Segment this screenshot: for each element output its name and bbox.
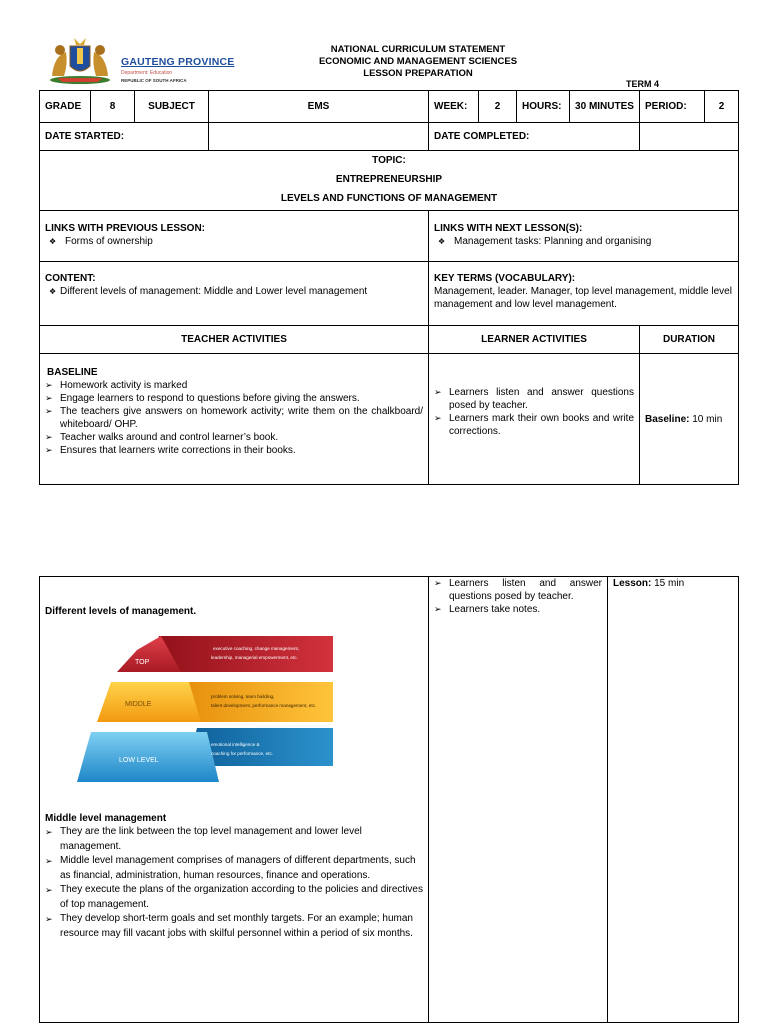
pyramid-middle-label: MIDDLE [125,701,152,708]
list-item: ➢ They are the link between the top level management and lower level management. [45,825,423,854]
baseline-teacher-list [45,379,423,457]
topic-cell [40,151,739,211]
key-terms-text: Management, leader. Manager, top level management, middle level management and low level management. [434,286,732,310]
logo-province: GAUTENG PROVINCE [121,56,235,68]
content-cell [40,262,429,326]
week-label: WEEK: [429,91,479,123]
baseline-duration-value: 10 min [689,413,723,425]
pyramid-low-desc-2: coaching for performance, etc. [211,751,274,756]
links-next-cell [429,211,739,262]
list-item: ➢ Learners mark their own books and write corrections. [434,412,634,438]
list-item: ❖ Forms of ownership [45,235,423,248]
activities-header-row [40,326,739,354]
links-previous-label: LINKS WITH PREVIOUS LESSON: [45,223,206,234]
pyramid-middle-desc-2: talent development, performance management, etc. [211,703,317,708]
middle-level-list [45,825,423,941]
lesson-learner-cell [429,577,608,1023]
date-completed-label: DATE COMPLETED: [429,123,640,151]
content-label: CONTENT: [45,273,96,284]
key-terms-cell [429,262,739,326]
date-completed-value [640,123,739,151]
baseline-learner-list [434,386,634,438]
lesson-table-2 [39,576,739,1023]
list-item: ❖ Management tasks: Planning and organising [434,235,733,248]
links-row [40,211,739,262]
list-item: ➢ The teachers give answers on homework activity; write them on the chalkboard/ whiteboard/ OHP. [45,405,423,431]
list-item: ➢ Teacher walks around and control learner’s book. [45,431,423,444]
topic-label: TOPIC: [372,155,406,166]
gauteng-logo [44,36,244,88]
term-label: TERM 4 [626,79,660,89]
subject-label: SUBJECT [135,91,209,123]
list-item: ➢ They develop short-term goals and set monthly targets. For an example; human resource may fill vacant jobs with skilful personnel within a period of six months. [45,912,423,941]
links-previous-list [45,235,423,248]
list-item: ➢ Ensures that learners write corrections in their books. [45,444,423,457]
management-pyramid-diagram [77,632,337,794]
grade-value: 8 [91,91,135,123]
week-value: 2 [479,91,517,123]
lesson-learner-list [434,577,602,616]
date-started-value [209,123,429,151]
logo-department: Department: Education [121,70,173,76]
pyramid-top-desc-2: leadership, managerial empowerment, etc. [211,655,298,660]
list-item: ➢ Engage learners to respond to questions before giving the answers. [45,392,423,405]
teacher-activities-header: TEACHER ACTIVITIES [40,326,429,354]
pyramid-top-label: TOP [135,659,150,666]
dates-row [40,123,739,151]
coat-of-arms-icon [44,36,116,86]
lesson-duration-value: 15 min [651,578,685,589]
heading-line-1: NATIONAL CURRICULUM STATEMENT [330,44,506,55]
lesson-row [40,577,739,1023]
pyramid-low-desc-1: emotional intelligence & [211,742,260,747]
lesson-teacher-cell [40,577,429,1023]
hours-value: 30 MINUTES [570,91,640,123]
content-row [40,262,739,326]
list-item: ➢ Learners listen and answer questions posed by teacher. [434,577,602,603]
list-item: ➢ Middle level management comprises of managers of different departments, such as financial, administration, human resources, finance and operations. [45,854,423,883]
period-value: 2 [705,91,739,123]
subject-value: EMS [209,91,429,123]
list-item: ❖ Different levels of management: Middle and Lower level management [45,285,423,298]
logo-republic: REPUBLIC OF SOUTH AFRICA [121,78,187,83]
links-previous-cell [40,211,429,262]
heading-line-2: ECONOMIC AND MANAGEMENT SCIENCES [318,56,518,67]
lesson-heading: Different levels of management. [45,606,197,617]
baseline-row [40,354,739,485]
lesson-table-1 [39,90,739,485]
hours-label: HOURS: [517,91,570,123]
pyramid-low-label: LOW LEVEL [119,757,159,764]
duration-header: DURATION [640,326,739,354]
baseline-label: BASELINE [47,367,98,378]
info-row [40,91,739,123]
baseline-learner-cell [429,354,640,485]
document-heading [268,44,568,80]
links-next-label: LINKS WITH NEXT LESSON(S): [434,223,583,234]
grade-label: GRADE [40,91,91,123]
list-item: ➢ Learners take notes. [434,603,602,616]
content-list [45,285,423,298]
baseline-duration-cell [640,354,739,485]
list-item: ➢ Learners listen and answer questions posed by teacher. [434,386,634,412]
topic-line-1: ENTREPRENEURSHIP [335,174,443,185]
topic-row [40,151,739,211]
pyramid-top-desc-1: executive coaching, change management, [213,646,300,651]
list-item: ➢ They execute the plans of the organization according to the policies and directives of top management. [45,883,423,912]
pyramid-middle-desc-1: problem solving, team building, [211,694,275,699]
topic-line-2: LEVELS AND FUNCTIONS OF MANAGEMENT [280,193,498,204]
middle-level-heading: Middle level management [45,813,167,824]
heading-line-3: LESSON PREPARATION [363,68,473,79]
baseline-duration-label: Baseline: [645,413,690,425]
links-next-list [434,235,733,248]
key-terms-label: KEY TERMS (VOCABULARY): [434,273,576,284]
date-started-label: DATE STARTED: [40,123,209,151]
baseline-teacher-cell [40,354,429,485]
period-label: PERIOD: [640,91,705,123]
lesson-duration-label: Lesson: [613,578,652,589]
list-item: ➢ Homework activity is marked [45,379,423,392]
lesson-duration-cell [608,577,739,1023]
learner-activities-header: LEARNER ACTIVITIES [429,326,640,354]
